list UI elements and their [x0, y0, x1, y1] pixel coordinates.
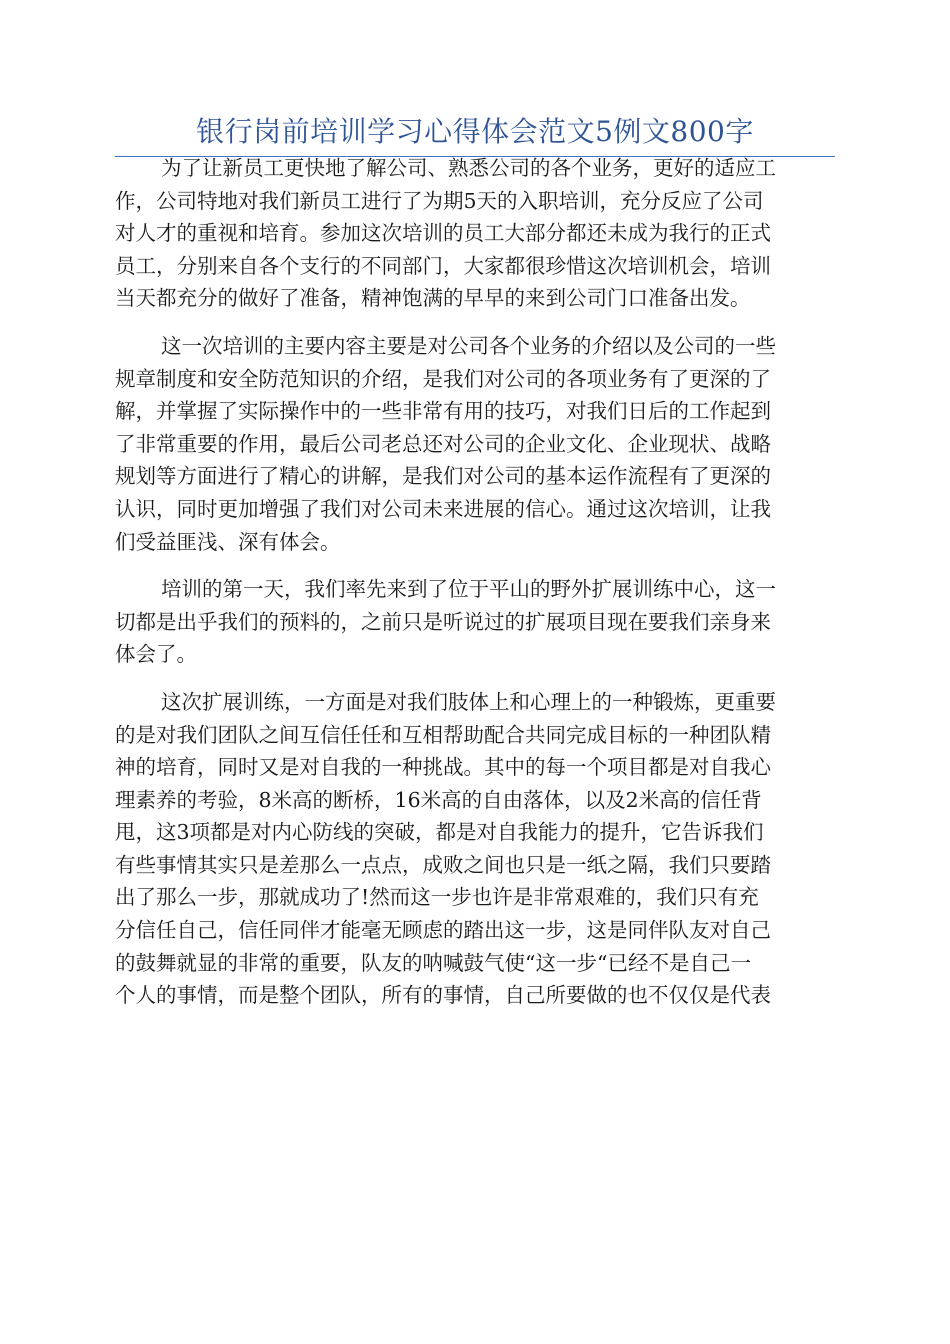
paragraph-4	[115, 686, 835, 1012]
text-line: 对人才的重视和培育。参加这次培训的员工大部分都还未成为我行的正式	[115, 221, 771, 246]
paragraph-2	[115, 330, 835, 558]
title-block	[115, 112, 835, 157]
text-line: 甩，这3项都是对内心防线的突破，都是对自我能力的提升，它告诉我们	[115, 820, 764, 845]
text-line: 体会了。	[115, 642, 197, 667]
text-line: 培训的第一天，我们率先来到了位于平山的野外扩展训练中心，这一	[161, 577, 776, 602]
text-line: 这一次培训的主要内容主要是对公司各个业务的介绍以及公司的一些	[161, 333, 776, 358]
document-body	[115, 152, 835, 1027]
text-line: 作，公司特地对我们新员工进行了为期5天的入职培训，充分反应了公司	[115, 188, 764, 213]
paragraph-1	[115, 152, 835, 315]
text-line: 出了那么一步，那就成功了!然而这一步也许是非常艰难的，我们只有充	[115, 885, 759, 910]
document-title: 银行岗前培训学习心得体会范文5例文800字	[196, 115, 754, 148]
text-line: 的是对我们团队之间互信任任和互相帮助配合共同完成目标的一种团队精	[115, 722, 771, 747]
text-line: 神的培育，同时又是对自我的一种挑战。其中的每一个项目都是对自我心	[115, 755, 771, 780]
text-line: 了非常重要的作用，最后公司老总还对公司的企业文化、企业现状、战略	[115, 431, 771, 456]
text-line: 有些事情其实只是差那么一点点，成败之间也只是一纸之隔，我们只要踏	[115, 852, 771, 877]
text-line: 切都是出乎我们的预料的，之前只是听说过的扩展项目现在要我们亲身来	[115, 609, 771, 634]
text-line: 认识，同时更加增强了我们对公司未来进展的信心。通过这次培训，让我	[115, 496, 771, 521]
text-line: 为了让新员工更快地了解公司、熟悉公司的各个业务，更好的适应工	[161, 156, 776, 180]
text-line: 们受益匪浅、深有体会。	[115, 529, 341, 554]
text-line: 员工，分别来自各个支行的不同部门，大家都很珍惜这次培训机会，培训	[115, 253, 771, 278]
text-line: 规划等方面进行了精心的讲解，是我们对公司的基本运作流程有了更深的	[115, 464, 771, 489]
text-line: 个人的事情，而是整个团队，所有的事情，自己所要做的也不仅仅是代表	[115, 983, 771, 1008]
text-line: 分信任自己，信任同伴才能毫无顾虑的踏出这一步，这是同伴队友对自己	[115, 918, 771, 943]
text-line: 规章制度和安全防范知识的介绍，是我们对公司的各项业务有了更深的了	[115, 366, 771, 391]
paragraph-3	[115, 573, 835, 671]
text-line: 理素养的考验，8米高的断桥，16米高的自由落体，以及2米高的信任背	[115, 787, 762, 812]
text-line: 这次扩展训练，一方面是对我们肢体上和心理上的一种锻炼，更重要	[161, 689, 776, 714]
text-line: 当天都充分的做好了准备，精神饱满的早早的来到公司门口准备出发。	[115, 286, 751, 311]
text-line: 解，并掌握了实际操作中的一些非常有用的技巧，对我们日后的工作起到	[115, 399, 771, 424]
text-line: 的鼓舞就显的非常的重要，队友的呐喊鼓气使“这一步“已经不是自己一	[115, 950, 751, 975]
